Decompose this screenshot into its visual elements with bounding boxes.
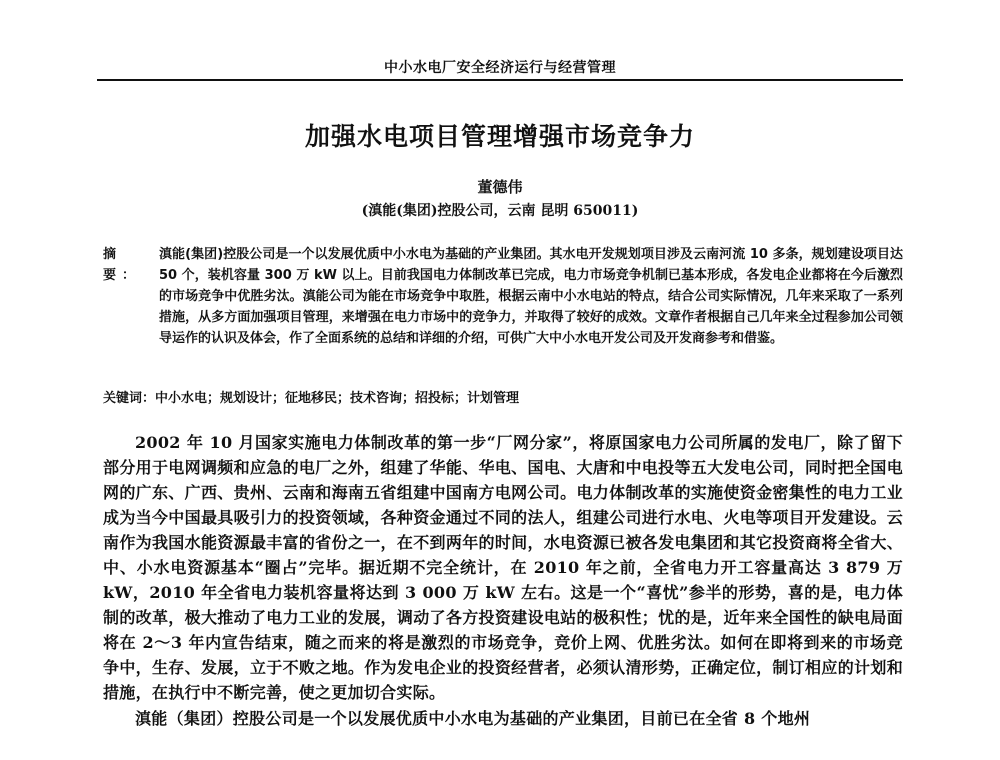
body-text bbox=[103, 430, 903, 732]
running-header: 中小水电厂安全经济运行与经营管理 bbox=[384, 60, 616, 76]
keywords bbox=[103, 387, 903, 406]
keywords-text: 中小水电；规划设计；征地移民；技术咨询；招投标；计划管理 bbox=[155, 391, 520, 406]
abstract-label: 摘 要： bbox=[103, 247, 142, 283]
body-paragraph-1: 2002 年 10 月国家实施电力体制改革的第一步“厂网分家”，将原国家电力公司所属的发电厂，除了留下部分用于电网调频和应急的电厂之外，组建了华能、华电、国电、大唐和中电投等五大发电公司，同时把全国电网的广东、广西、贵州、云南和海南五省组建中国南方电网公司。电力体制改革的实施使资金密集性的电力工业成为当今中国最具吸引力的投资领域，各种资金通过不同的法人，组建公司进行水电、火电等项目开发建设。云南作为我国水能资源最丰富的省份之一，在不到两年的时间，水电资源已被各发电集团和其它投资商将全省大、中、小水电资源基本“圈占”完毕。据近期不完全统计，在 2010 年之前，全省电力开工容量高达 3 879 万 kW，2010 年全省电力装机容量将达到 3 000 万 kW 左右。这是一个“喜忧”参半的形势，喜的是，电力体制的改革，极大推动了电力工业的发展，调动了各方投资建设电站的极积性；忧的是，近年来全国性的缺电局面将在 2～3 年内宣告结束，随之而来的将是激烈的市场竞争，竞价上网、优胜劣汰。如何在即将到来的市场竞争中，生存、发展，立于不败之地。作为发电企业的投资经营者，必须认清形势，正确定位，制订相应的计划和措施，在执行中不断完善，使之更加切合实际。 bbox=[103, 433, 903, 702]
article-title: 加强水电项目管理增强市场竞争力 bbox=[304, 122, 695, 151]
keywords-label: 关键词： bbox=[103, 391, 156, 406]
abstract-text: 滇能(集团)控股公司是一个以发展优质中小水电为基础的产业集团。其水电开发规划项目涉及云南河流 10 多条，规划建设项目达 50 个，装机容量 300 万 kW 以上。目前我国电力体制改革已完成，电力市场竞争机制已基本形成，各发电企业都将在今后激烈的市场竞争中优胜劣汰。滇能公司为能在市场竞争中取胜，根据云南中小水电站的特点，结合公司实际情况，几年来采取了一系列措施，从多方面加强项目管理，来增强在电力市场中的竞争力，并取得了较好的成效。文章作者根据自己几年来全过程参加公司领导运作的认识及体会，作了全面系统的总结和详细的介绍，可供广大中小水电开发公司及开发商参考和借鉴。 bbox=[159, 247, 903, 346]
author-name: 董德伟 bbox=[477, 178, 523, 196]
header-rule bbox=[97, 79, 903, 81]
author-affiliation: (滇能(集团)控股公司，云南 昆明 650011) bbox=[361, 203, 639, 219]
abstract bbox=[103, 244, 903, 349]
body-paragraph-2: 滇能（集团）控股公司是一个以发展优质中小水电为基础的产业集团，目前已在全省 8 个地州 bbox=[135, 709, 811, 728]
